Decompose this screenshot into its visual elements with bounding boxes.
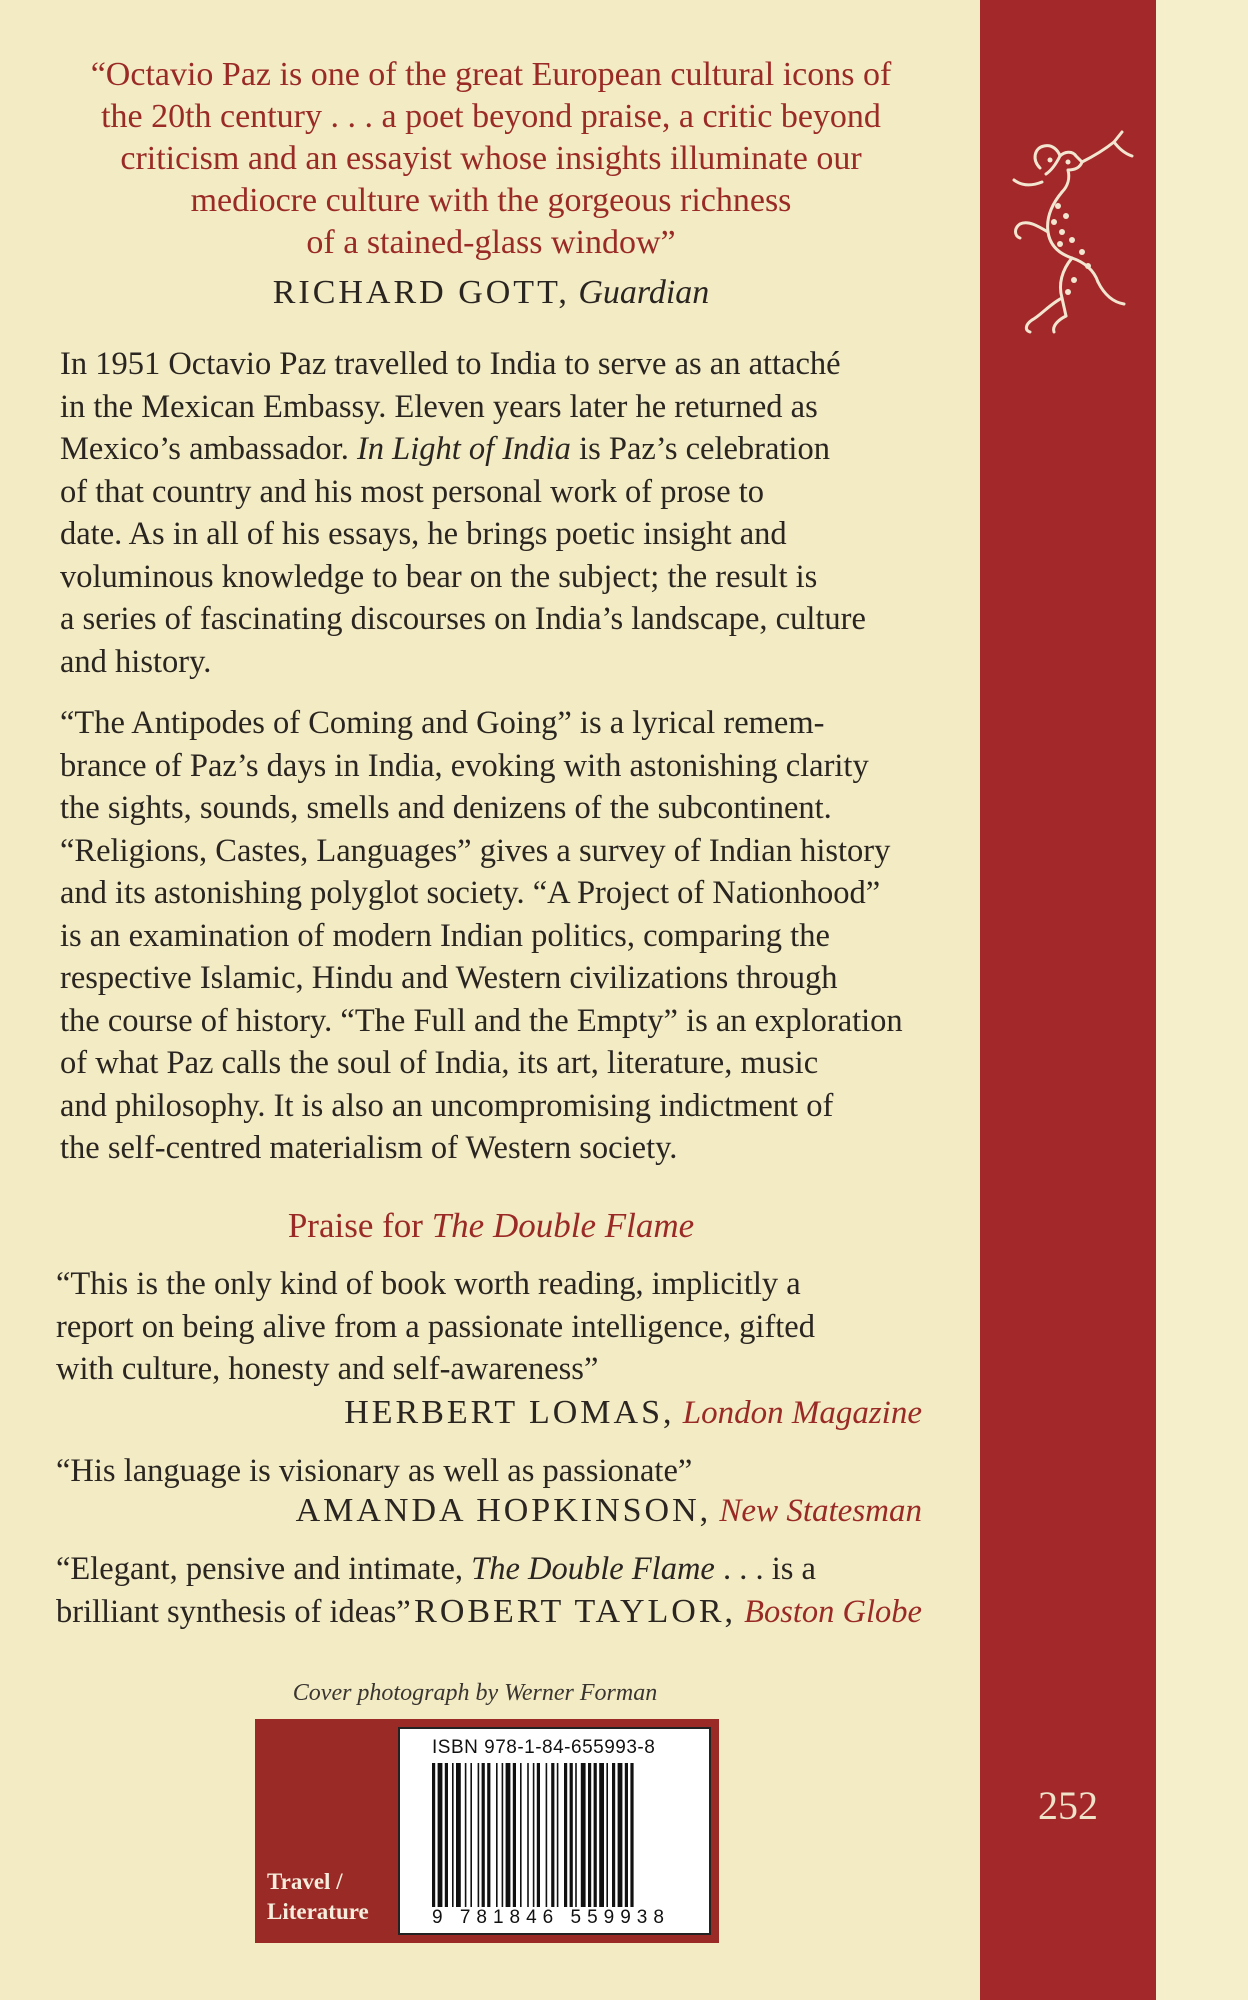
praise-quote-3-attribution bbox=[414, 1591, 922, 1634]
praise-heading-prefix: Praise for bbox=[287, 1206, 432, 1245]
top-quote-attribution bbox=[56, 272, 926, 314]
right-edge-strip bbox=[1156, 0, 1248, 2000]
barcode-panel bbox=[255, 1719, 719, 1943]
description-paragraph-1 bbox=[60, 343, 922, 683]
praise-heading bbox=[56, 1204, 926, 1248]
leopard-emblem-icon bbox=[1002, 120, 1136, 340]
para-fragment: is Paz’s celebration bbox=[570, 431, 830, 467]
top-quote-line: of a stained-glass window” bbox=[306, 224, 676, 261]
praise-heading-title: The Double Flame bbox=[431, 1206, 695, 1245]
top-quote-line: the 20th century . . . a poet beyond praise, a critic beyond bbox=[101, 98, 881, 135]
spine bbox=[980, 0, 1156, 2000]
para-line bbox=[60, 428, 922, 471]
attribution-publication: London Magazine bbox=[682, 1395, 922, 1431]
para-line: is an examination of modern Indian politics, comparing the bbox=[60, 917, 830, 954]
isbn-text: ISBN 978-1-84-655993-8 bbox=[432, 1737, 656, 1758]
para-line: date. As in all of his essays, he brings poetic insight and bbox=[60, 516, 787, 552]
quote-line: “His language is visionary as well as passionate” bbox=[56, 1453, 693, 1489]
para-line: and history. bbox=[60, 643, 212, 680]
top-quote-line: “Octavio Paz is one of the great European cultural icons of bbox=[90, 56, 892, 93]
praise-quote-1 bbox=[56, 1263, 922, 1391]
praise-quote-2-attribution bbox=[56, 1490, 922, 1532]
category-label bbox=[267, 1867, 387, 1927]
para-line: voluminous knowledge to bear on the subject; the result is bbox=[60, 558, 818, 595]
quote-line: with culture, honesty and self-awareness” bbox=[56, 1351, 599, 1387]
book-title: In Light of India bbox=[356, 431, 571, 467]
para-line: in the Mexican Embassy. Eleven years later he returned as bbox=[60, 388, 818, 425]
spine-price: 252 bbox=[1038, 1783, 1098, 1828]
attribution-author: ROBERT TAYLOR, bbox=[414, 1592, 737, 1630]
attribution-publication: Boston Globe bbox=[744, 1593, 922, 1630]
para-line: of that country and his most personal work of prose to bbox=[60, 473, 765, 510]
quote-book-title: The Double Flame bbox=[471, 1551, 715, 1587]
para-line: respective Islamic, Hindu and Western civilizations through bbox=[60, 960, 838, 996]
barcode-digits: 9 781846 559938 bbox=[430, 1907, 700, 1929]
barcode-bars bbox=[432, 1763, 692, 1917]
barcode-box bbox=[398, 1727, 711, 1935]
para-line: brance of Paz’s days in India, evoking with astonishing clarity bbox=[60, 747, 869, 784]
para-line: “The Antipodes of Coming and Going” is a lyrical remem- bbox=[60, 705, 825, 741]
attribution-author: AMANDA HOPKINSON, bbox=[295, 1492, 712, 1529]
quote-line bbox=[56, 1591, 922, 1634]
quote-text: . . . is a bbox=[714, 1551, 816, 1587]
para-fragment: Mexico’s ambassador. bbox=[60, 431, 357, 467]
para-line: In 1951 Octavio Paz travelled to India to serve as an attaché bbox=[60, 346, 841, 382]
para-line: and its astonishing polyglot society. “A Project of Nationhood” bbox=[60, 875, 881, 911]
category-line: Travel / bbox=[267, 1869, 343, 1894]
quote-line: “This is the only kind of book worth reading, implicitly a bbox=[56, 1266, 801, 1302]
para-line: a series of fascinating discourses on India’s landscape, culture bbox=[60, 601, 866, 637]
top-quote-line: mediocre culture with the gorgeous richness bbox=[190, 182, 792, 219]
praise-quote-2 bbox=[56, 1450, 922, 1493]
quote-text: brilliant synthesis of ideas” bbox=[56, 1593, 411, 1630]
quote-text: “Elegant, pensive and intimate, bbox=[56, 1551, 472, 1587]
para-line: the self-centred materialism of Western society. bbox=[60, 1130, 678, 1166]
quote-fragment bbox=[56, 1548, 816, 1591]
para-line: of what Paz calls the soul of India, its art, literature, music bbox=[60, 1045, 819, 1081]
attribution-publication: New Statesman bbox=[719, 1493, 922, 1529]
top-quote bbox=[56, 54, 926, 264]
description-paragraph-2 bbox=[60, 702, 922, 1170]
category-line: Literature bbox=[267, 1899, 369, 1924]
photo-credit: Cover photograph by Werner Forman bbox=[292, 1680, 658, 1706]
para-line: the course of history. “The Full and the Empty” is an exploration bbox=[60, 1002, 903, 1039]
praise-quote-3 bbox=[56, 1548, 922, 1633]
attribution-publication: Guardian bbox=[578, 274, 710, 311]
top-quote-line: criticism and an essayist whose insights illuminate our bbox=[120, 140, 862, 177]
para-line: and philosophy. It is also an uncompromising indictment of bbox=[60, 1087, 834, 1124]
quote-line: report on being alive from a passionate intelligence, gifted bbox=[56, 1308, 815, 1345]
para-line: the sights, sounds, smells and denizens of the subcontinent. bbox=[60, 790, 832, 826]
attribution-author: RICHARD GOTT, bbox=[272, 274, 570, 311]
para-line: “Religions, Castes, Languages” gives a survey of Indian history bbox=[60, 832, 891, 869]
quote-line bbox=[56, 1548, 922, 1591]
attribution-author: HERBERT LOMAS, bbox=[344, 1394, 675, 1431]
praise-quote-1-attribution bbox=[56, 1392, 922, 1434]
